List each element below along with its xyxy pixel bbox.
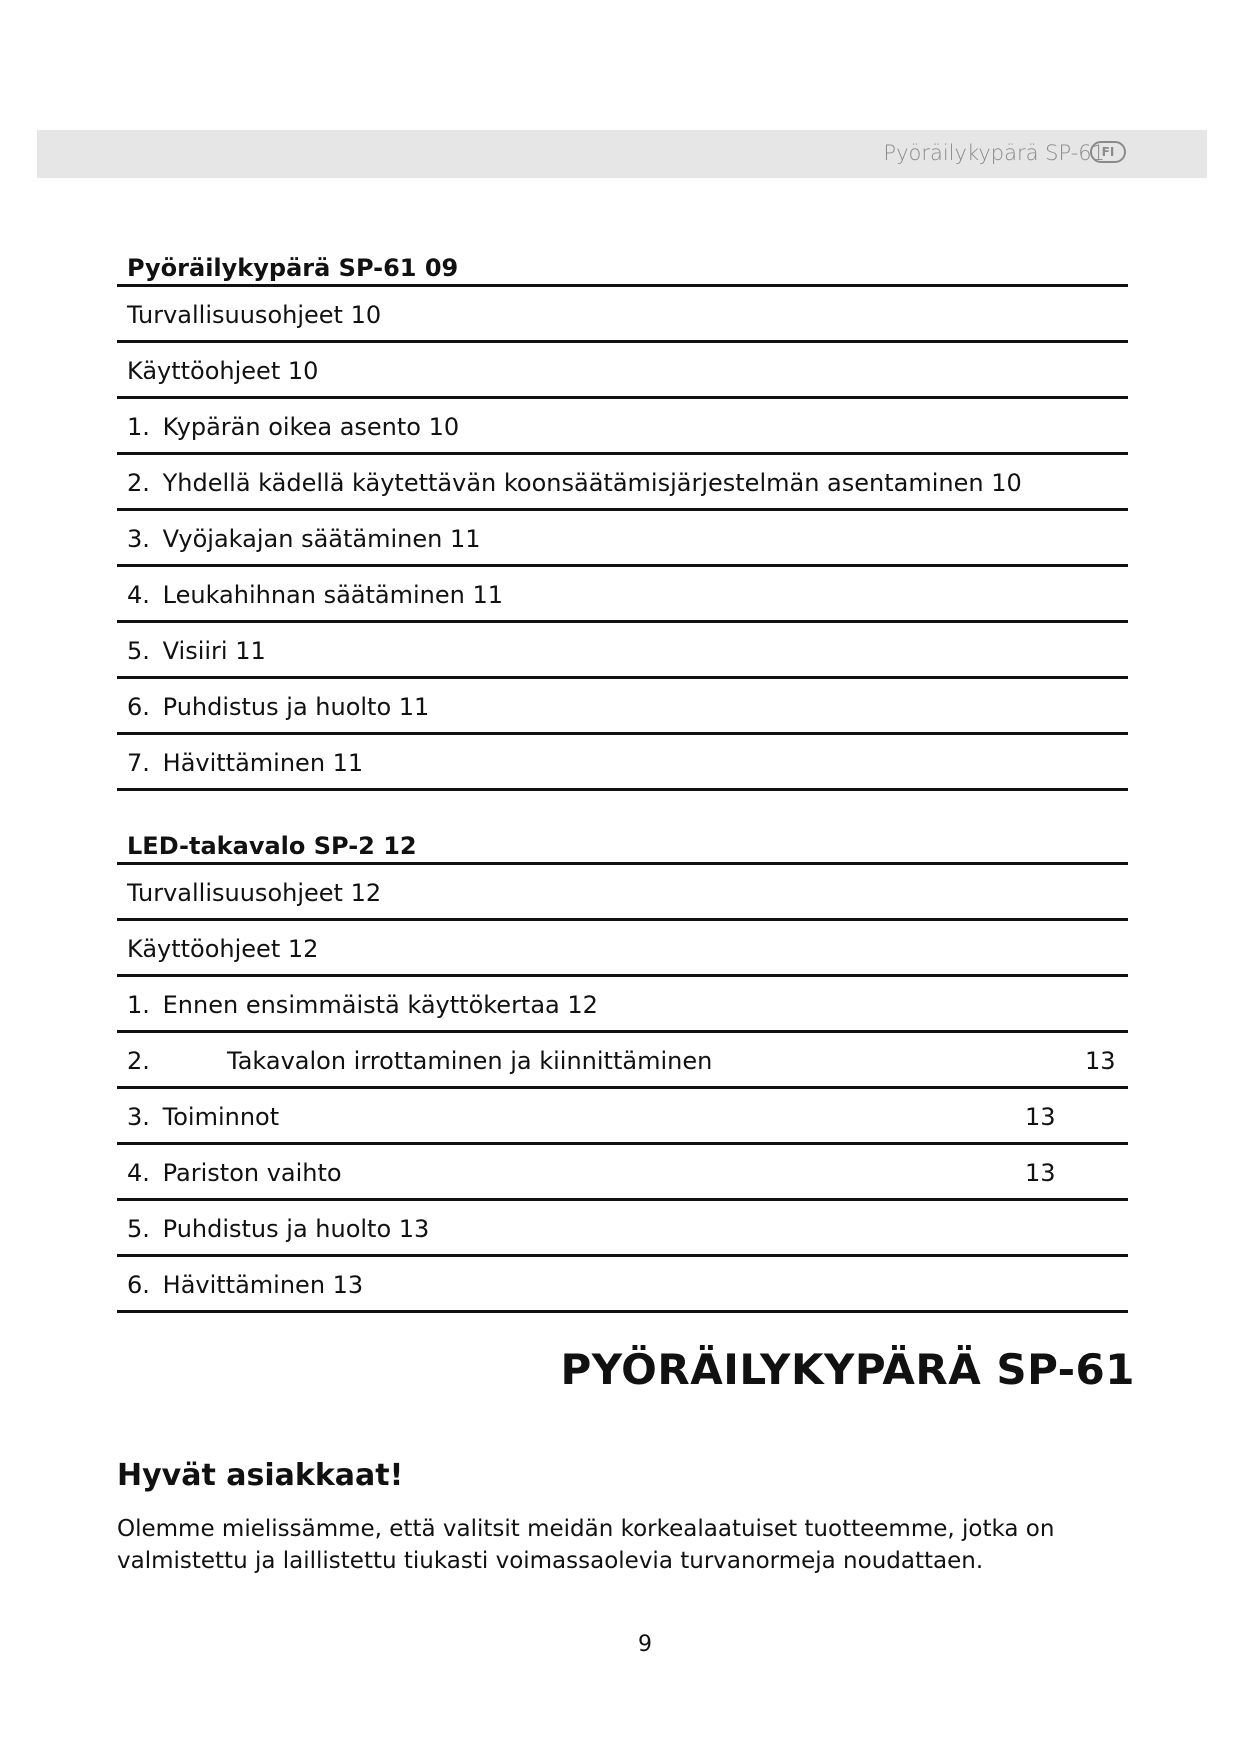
- toc-entry-text: Käyttöohjeet 12: [127, 935, 319, 963]
- toc-entry-number: 2.: [127, 469, 150, 497]
- toc-entry[interactable]: [117, 1033, 1128, 1089]
- toc-entry[interactable]: [117, 1145, 1128, 1201]
- toc-entry-text: Hävittäminen 13: [162, 1271, 364, 1299]
- toc-entry[interactable]: [117, 455, 1128, 511]
- toc-entry-number: 3.: [127, 1103, 150, 1131]
- toc-entry[interactable]: [117, 399, 1128, 455]
- toc-entry[interactable]: [117, 287, 1128, 343]
- toc-entry-number: 3.: [127, 525, 150, 553]
- toc-entry[interactable]: [117, 921, 1128, 977]
- toc-entry-number: 4.: [127, 1159, 150, 1187]
- toc-section-rear-light: [117, 826, 1128, 1313]
- toc-entry-number: 6.: [127, 693, 150, 721]
- toc-entry[interactable]: [117, 511, 1128, 567]
- toc-entry-number: 1.: [127, 991, 150, 1019]
- toc-entry-number: 1.: [127, 413, 150, 441]
- toc-entry-page: 13: [1085, 1047, 1116, 1075]
- toc-entry-text: Yhdellä kädellä käytettävän koonsäätämisjärjestelmän asentaminen 10: [162, 469, 1022, 497]
- toc-entry-number: 4.: [127, 581, 150, 609]
- toc-entry-text: Turvallisuusohjeet 10: [127, 301, 382, 329]
- language-badge: FI: [1090, 141, 1126, 163]
- toc-entry[interactable]: [117, 623, 1128, 679]
- toc-entry-page: 13: [1025, 1103, 1056, 1131]
- toc-heading: LED-takavalo SP-2 12: [117, 826, 1128, 865]
- toc-entry[interactable]: [117, 1089, 1128, 1145]
- intro-paragraph: Olemme mielissämme, että valitsit meidän korkealaatuiset tuotteemme, jotka on valmistettu ja laillistettu tiukasti voimassaolevia turvanormeja noudattaen.: [117, 1516, 1055, 1574]
- toc-entry-number: 7.: [127, 749, 150, 777]
- greeting-heading: Hyvät asiakkaat!: [117, 1458, 404, 1493]
- toc-entry-text: Ennen ensimmäistä käyttökertaa 12: [162, 991, 598, 1019]
- toc-entry[interactable]: [117, 865, 1128, 921]
- toc-entry[interactable]: [117, 1257, 1128, 1313]
- toc-entry[interactable]: [117, 567, 1128, 623]
- toc-entry-number: 5.: [127, 1215, 150, 1243]
- toc-heading: Pyöräilykypärä SP-61 09: [117, 248, 1128, 287]
- toc-entry-text: Takavalon irrottaminen ja kiinnittäminen: [227, 1047, 713, 1075]
- toc-entry[interactable]: [117, 679, 1128, 735]
- toc-entry-text: Vyöjakajan säätäminen 11: [162, 525, 481, 553]
- page-number: 9: [638, 1632, 652, 1657]
- toc-entry-number: 2.: [127, 1047, 150, 1075]
- toc-entry-text: Pariston vaihto: [162, 1159, 342, 1187]
- toc-entry-number: 5.: [127, 637, 150, 665]
- toc-entry-text: Leukahihnan säätäminen 11: [162, 581, 504, 609]
- toc-entry-text: Käyttöohjeet 10: [127, 357, 319, 385]
- toc-entry[interactable]: [117, 977, 1128, 1033]
- running-header-title: Pyöräilykypärä SP-61: [883, 141, 1105, 165]
- toc-entry-number: 6.: [127, 1271, 150, 1299]
- toc-entry-text: Hävittäminen 11: [162, 749, 364, 777]
- toc-entry[interactable]: [117, 1201, 1128, 1257]
- toc-section-helmet: [117, 248, 1128, 791]
- toc-entry-text: Kypärän oikea asento 10: [162, 413, 460, 441]
- toc-entry[interactable]: [117, 735, 1128, 791]
- toc-entry-text: Turvallisuusohjeet 12: [127, 879, 382, 907]
- toc-entry-text: Visiiri 11: [162, 637, 266, 665]
- toc-entry-text: Puhdistus ja huolto 13: [162, 1215, 430, 1243]
- section-title: PYÖRÄILYKYPÄRÄ SP-61: [560, 1345, 1135, 1394]
- toc-entry-text: Toiminnot: [162, 1103, 280, 1131]
- toc-entry-page: 13: [1025, 1159, 1056, 1187]
- toc-entry-text: Puhdistus ja huolto 11: [162, 693, 430, 721]
- toc-entry[interactable]: [117, 343, 1128, 399]
